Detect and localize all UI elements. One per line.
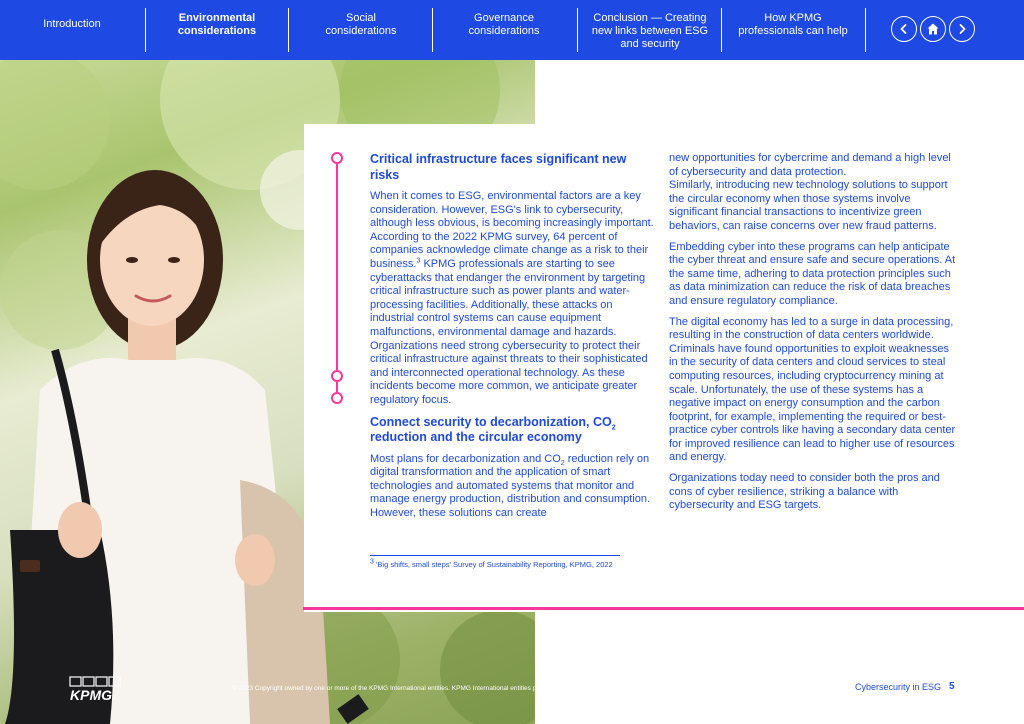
nav-divider	[432, 8, 433, 52]
chevron-left-icon	[898, 23, 910, 35]
footnote-reference[interactable]: 3	[416, 257, 421, 265]
article-column-right	[669, 152, 957, 520]
body-paragraph: Organizations today need to consider both the pros and cons of cyber resilience, striking a balance with cybersecurity and ESG targets.	[669, 472, 940, 512]
timeline-line	[336, 158, 338, 398]
nav-tab-social[interactable]: Social considerations	[325, 12, 397, 37]
nav-tab-introduction[interactable]: Introduction	[43, 18, 101, 30]
timeline-marker	[331, 152, 343, 164]
section-heading-decarbonization: Connect security to decarbonization, $CO_2$ reduction and the circular economy	[370, 414, 616, 444]
nav-divider	[865, 8, 866, 52]
chevron-right-icon	[956, 23, 968, 35]
footnote: $^3$ 'Big shifts, small steps' Survey of Sustainability Reporting, KPMG, 2022	[370, 558, 613, 569]
kpmg-logo[interactable]	[68, 676, 124, 702]
timeline-marker	[331, 370, 343, 382]
body-paragraph: When it comes to ESG, environmental factors are a key consideration. However, ESG's link to cybersecurity, although less obvious, is becoming increasingly important. According to the 2022 KPMG survey, 64 percent of companies acknowledge climate change as a risk to their business.$^3$ KPMG professionals are starting to see cyberattacks that endanger the environment by targeting critical infrastructure such as power plants and water-processing facilities. Additionally, these attacks on industrial control systems can cause equipment malfunctions, environmental damage and hazards. Organizations need strong cybersecurity to protect their critical infrastructure against threats to their sophisticated and interconnected operational technology. As these incidents become more common, we anticipate greater regulatory focus.	[370, 190, 654, 406]
top-navigation-bar	[0, 0, 1024, 60]
nav-tab-conclusion[interactable]: Conclusion — Creating new links between ESG and security	[591, 12, 709, 50]
previous-page-button[interactable]	[891, 16, 917, 42]
body-paragraph: Most plans for decarbonization and $CO_2$ reduction rely on digital transformation and the application of smart technologies and automated systems that monitor and manage energy production, distribution and consumption. However, these solutions can create	[370, 452, 651, 519]
timeline-marker	[331, 392, 343, 404]
body-paragraph: Embedding cyber into these programs can help anticipate the cyber threat and ensure safe and secure operations. At the same time, adhering to data protection principles such as data minimization can reduce the risk of data breaches and ensure regulatory compliance.	[669, 240, 956, 307]
copyright-notice: © 2023 Copyright owned by one or more of the KPMG International entities. KPMG International entities provide no services to clients. All rights reserved.	[232, 685, 674, 692]
body-paragraph: Similarly, introducing new technology solutions to support the circular economy when those systems involve significant financial transactions to incentivize green behaviors, can raise concerns over new fraud patterns.	[669, 179, 948, 232]
footnote-divider	[370, 555, 620, 556]
section-timeline	[336, 152, 339, 402]
next-page-button[interactable]	[949, 16, 975, 42]
home-button[interactable]	[920, 16, 946, 42]
section-heading-critical-infrastructure: Critical infrastructure faces significant new risks	[370, 152, 627, 182]
nav-divider	[145, 8, 146, 52]
body-paragraph: The digital economy has led to a surge in data processing, resulting in the construction of data centers worldwide. Criminals have found opportunities to exploit weaknesses in the security of data centers and cloud services to steal computing resources, including cryptocurrency mining at scale. Unfortunately, the use of these systems has a negative impact on energy consumption and the carbon footprint, for example, implementing the required or best-practice cyber controls like having a secondary data center for improved resilience can lead to higher use of resources and energy.	[669, 315, 956, 464]
article-column-left	[370, 152, 658, 527]
accent-rule	[303, 607, 1024, 610]
document-title: Cybersecurity in ESG	[855, 682, 942, 692]
nav-tab-how-kpmg-can-help[interactable]: How KPMG professionals can help	[738, 12, 848, 37]
svg-text:KPMG: KPMG	[70, 687, 112, 702]
kpmg-logo-mark	[68, 676, 124, 702]
page-number: 5	[949, 681, 955, 692]
body-paragraph: new opportunities for cybercrime and demand a high level of cybersecurity and data protection.	[669, 152, 951, 178]
nav-divider	[288, 8, 289, 52]
nav-divider	[577, 8, 578, 52]
nav-tab-governance[interactable]: Governance considerations	[468, 12, 540, 37]
nav-tab-environmental[interactable]: Environmental considerations	[177, 12, 257, 37]
nav-divider	[721, 8, 722, 52]
home-icon	[926, 22, 940, 36]
